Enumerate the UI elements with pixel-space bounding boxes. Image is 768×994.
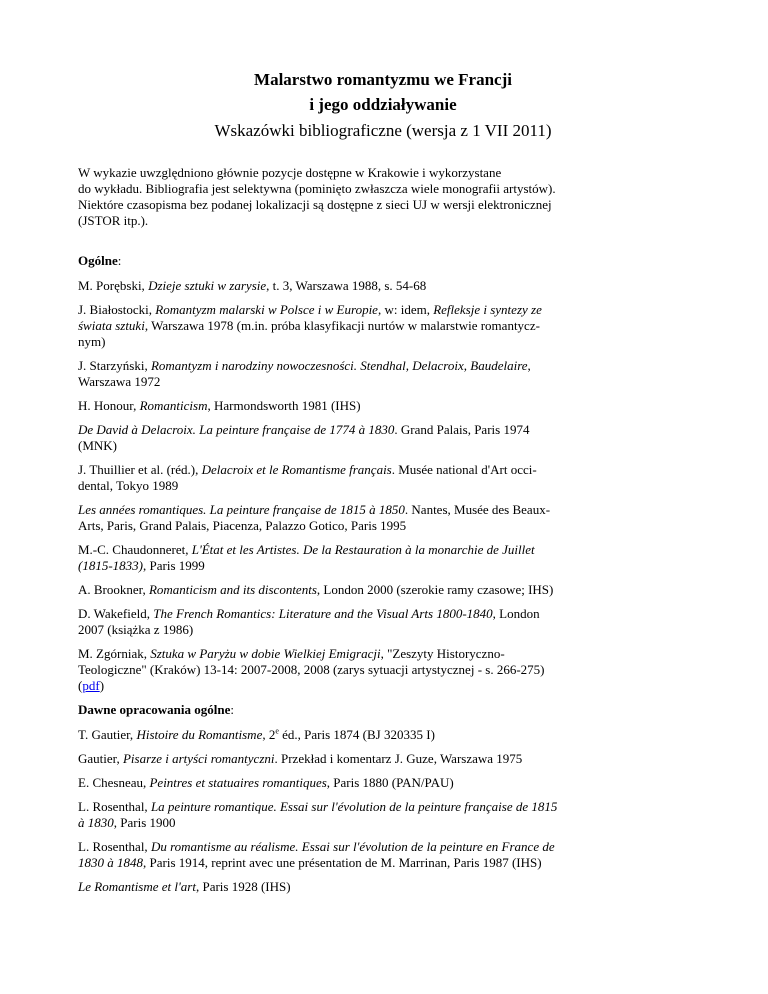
entry-title: Du romantisme au réalisme. Essai sur l'évolution de la peinture en France de bbox=[150, 839, 555, 854]
bibliography-entry: L. Rosenthal, Du romantisme au réalisme. Essai sur l'évolution de la peinture en France de 1830 à 1848, Paris 1914, reprint avec une présentation de M. Marrinan, Paris 1987 (IHS) bbox=[78, 839, 555, 870]
section-heading-old-general: Dawne opracowania ogólne: bbox=[78, 702, 235, 717]
bibliography-entry: T. Gautier, Histoire du Romantisme, 2e éd., Paris 1874 (BJ 320335 I) bbox=[78, 726, 435, 742]
entry-title: 1830 à 1848 bbox=[78, 855, 143, 870]
entry-title: (1815-1833) bbox=[78, 558, 143, 573]
entry-title: Le Romantisme et l'art bbox=[78, 879, 196, 894]
intro-line: (JSTOR itp.). bbox=[78, 213, 149, 228]
entry-title: The French Romantics: Literature and the Visual Arts 1800-1840 bbox=[153, 606, 493, 621]
entry-title: Romanticism bbox=[139, 398, 208, 413]
bibliography-entry: Le Romantisme et l'art, Paris 1928 (IHS) bbox=[78, 879, 291, 894]
entry-title: Romanticism and its discontents bbox=[148, 582, 317, 597]
bibliography-entry: E. Chesneau, Peintres et statuaires romantiques, Paris 1880 (PAN/PAU) bbox=[78, 775, 454, 790]
entry-title: Refleksje i syntezy ze bbox=[433, 302, 542, 317]
entry-title: Romantyzm i narodziny nowoczesności. Stendhal, Delacroix, Baudelaire bbox=[150, 358, 528, 373]
bibliography-entry: J. Thuillier et al. (réd.), Delacroix et le Romantisme français. Musée national d'Art occi- dental, Tokyo 1989 bbox=[78, 462, 537, 493]
document-title-line2: i jego oddziaływanie bbox=[309, 95, 457, 114]
bibliography-entry: Les années romantiques. La peinture française de 1815 à 1850. Nantes, Musée des Beaux- Arts, Paris, Grand Palais, Piacenza, Palazzo Gotico, Paris 1995 bbox=[78, 502, 551, 533]
bibliography-entry: J. Białostocki, Romantyzm malarski w Polsce i w Europie, w: idem, Refleksje i syntezy ze świata sztuki, Warszawa 1978 (m.in. próba klasyfikacji nurtów w malarstwie romantycz- nym) bbox=[78, 302, 542, 349]
bibliography-entry: J. Starzyński, Romantyzm i narodziny nowoczesności. Stendhal, Delacroix, Baudelaire, Warszawa 1972 bbox=[78, 358, 531, 389]
entry-title: świata sztuki bbox=[78, 318, 145, 333]
entry-title: Pisarze i artyści romantyczni bbox=[122, 751, 275, 766]
intro-line: do wykładu. Bibliografia jest selektywna (pominięto zwłaszcza wiele monografii artystów). bbox=[78, 181, 556, 196]
entry-title: De David à Delacroix. La peinture française de 1774 à 1830 bbox=[78, 422, 395, 437]
intro-paragraph bbox=[78, 165, 688, 229]
document-title-line1: Malarstwo romantyzmu we Francji bbox=[254, 70, 512, 89]
intro-line: W wykazie uwzględniono głównie pozycje dostępne w Krakowie i wykorzystane bbox=[78, 165, 502, 180]
section-heading-text: Dawne opracowania ogólne bbox=[78, 702, 231, 717]
entry-title: Romantyzm malarski w Polsce i w Europie bbox=[155, 302, 378, 317]
entry-title: Dzieje sztuki w zarysie bbox=[148, 278, 267, 293]
entry-title: La peinture romantique. Essai sur l'évolution de la peinture française de 1815 bbox=[150, 799, 558, 814]
document-subtitle: Wskazówki bibliograficzne (wersja z 1 VII 2011) bbox=[214, 121, 552, 140]
bibliography-entry: De David à Delacroix. La peinture française de 1774 à 1830. Grand Palais, Paris 1974 (MNK) bbox=[78, 422, 530, 453]
bibliography-entry: L. Rosenthal, La peinture romantique. Essai sur l'évolution de la peinture française de 1815 à 1830, Paris 1900 bbox=[78, 799, 558, 830]
bibliography-entry: Gautier, Pisarze i artyści romantyczni. Przekład i komentarz J. Guze, Warszawa 1975 bbox=[78, 751, 523, 766]
bibliography-entry: M. Zgórniak, Sztuka w Paryżu w dobie Wielkiej Emigracji, "Zeszyty Historyczno- Teologiczne" (Kraków) 13-14: 2007-2008, 2008 (zarys sytuacji artystycznej - s. 266-275) (pdf) bbox=[78, 646, 545, 693]
pdf-link[interactable]: pdf bbox=[82, 678, 100, 693]
bibliography-entry: H. Honour, Romanticism, Harmondsworth 1981 (IHS) bbox=[78, 398, 361, 413]
entry-title: Peintres et statuaires romantiques bbox=[149, 775, 327, 790]
bibliography-entry: M. Porębski, Dzieje sztuki w zarysie, t. 3, Warszawa 1988, s. 54-68 bbox=[78, 278, 427, 293]
bibliography-entry: A. Brookner, Romanticism and its discontents, London 2000 (szerokie ramy czasowe; IHS) bbox=[78, 582, 554, 597]
entry-title: Sztuka w Paryżu w dobie Wielkiej Emigracji bbox=[150, 646, 381, 661]
entry-title: Delacroix et le Romantisme français bbox=[201, 462, 392, 477]
bibliography-entry: D. Wakefield, The French Romantics: Literature and the Visual Arts 1800-1840, London 2007 (książka z 1986) bbox=[78, 606, 540, 637]
bibliography-entry: M.-C. Chaudonneret, L'État et les Artistes. De la Restauration à la monarchie de Juillet (1815-1833), Paris 1999 bbox=[78, 542, 535, 573]
entry-title: à 1830 bbox=[78, 815, 114, 830]
entry-title: Histoire du Romantisme bbox=[136, 727, 263, 742]
section-heading-general: Ogólne: bbox=[78, 253, 122, 268]
intro-line: Niektóre czasopisma bez podanej lokalizacji są dostępne z sieci UJ w wersji elektronicznej bbox=[78, 197, 552, 212]
section-heading-text: Ogólne bbox=[78, 253, 118, 268]
entry-title: Les années romantiques. La peinture française de 1815 à 1850 bbox=[78, 502, 405, 517]
entry-title: L'État et les Artistes. De la Restauration à la monarchie de Juillet bbox=[191, 542, 535, 557]
